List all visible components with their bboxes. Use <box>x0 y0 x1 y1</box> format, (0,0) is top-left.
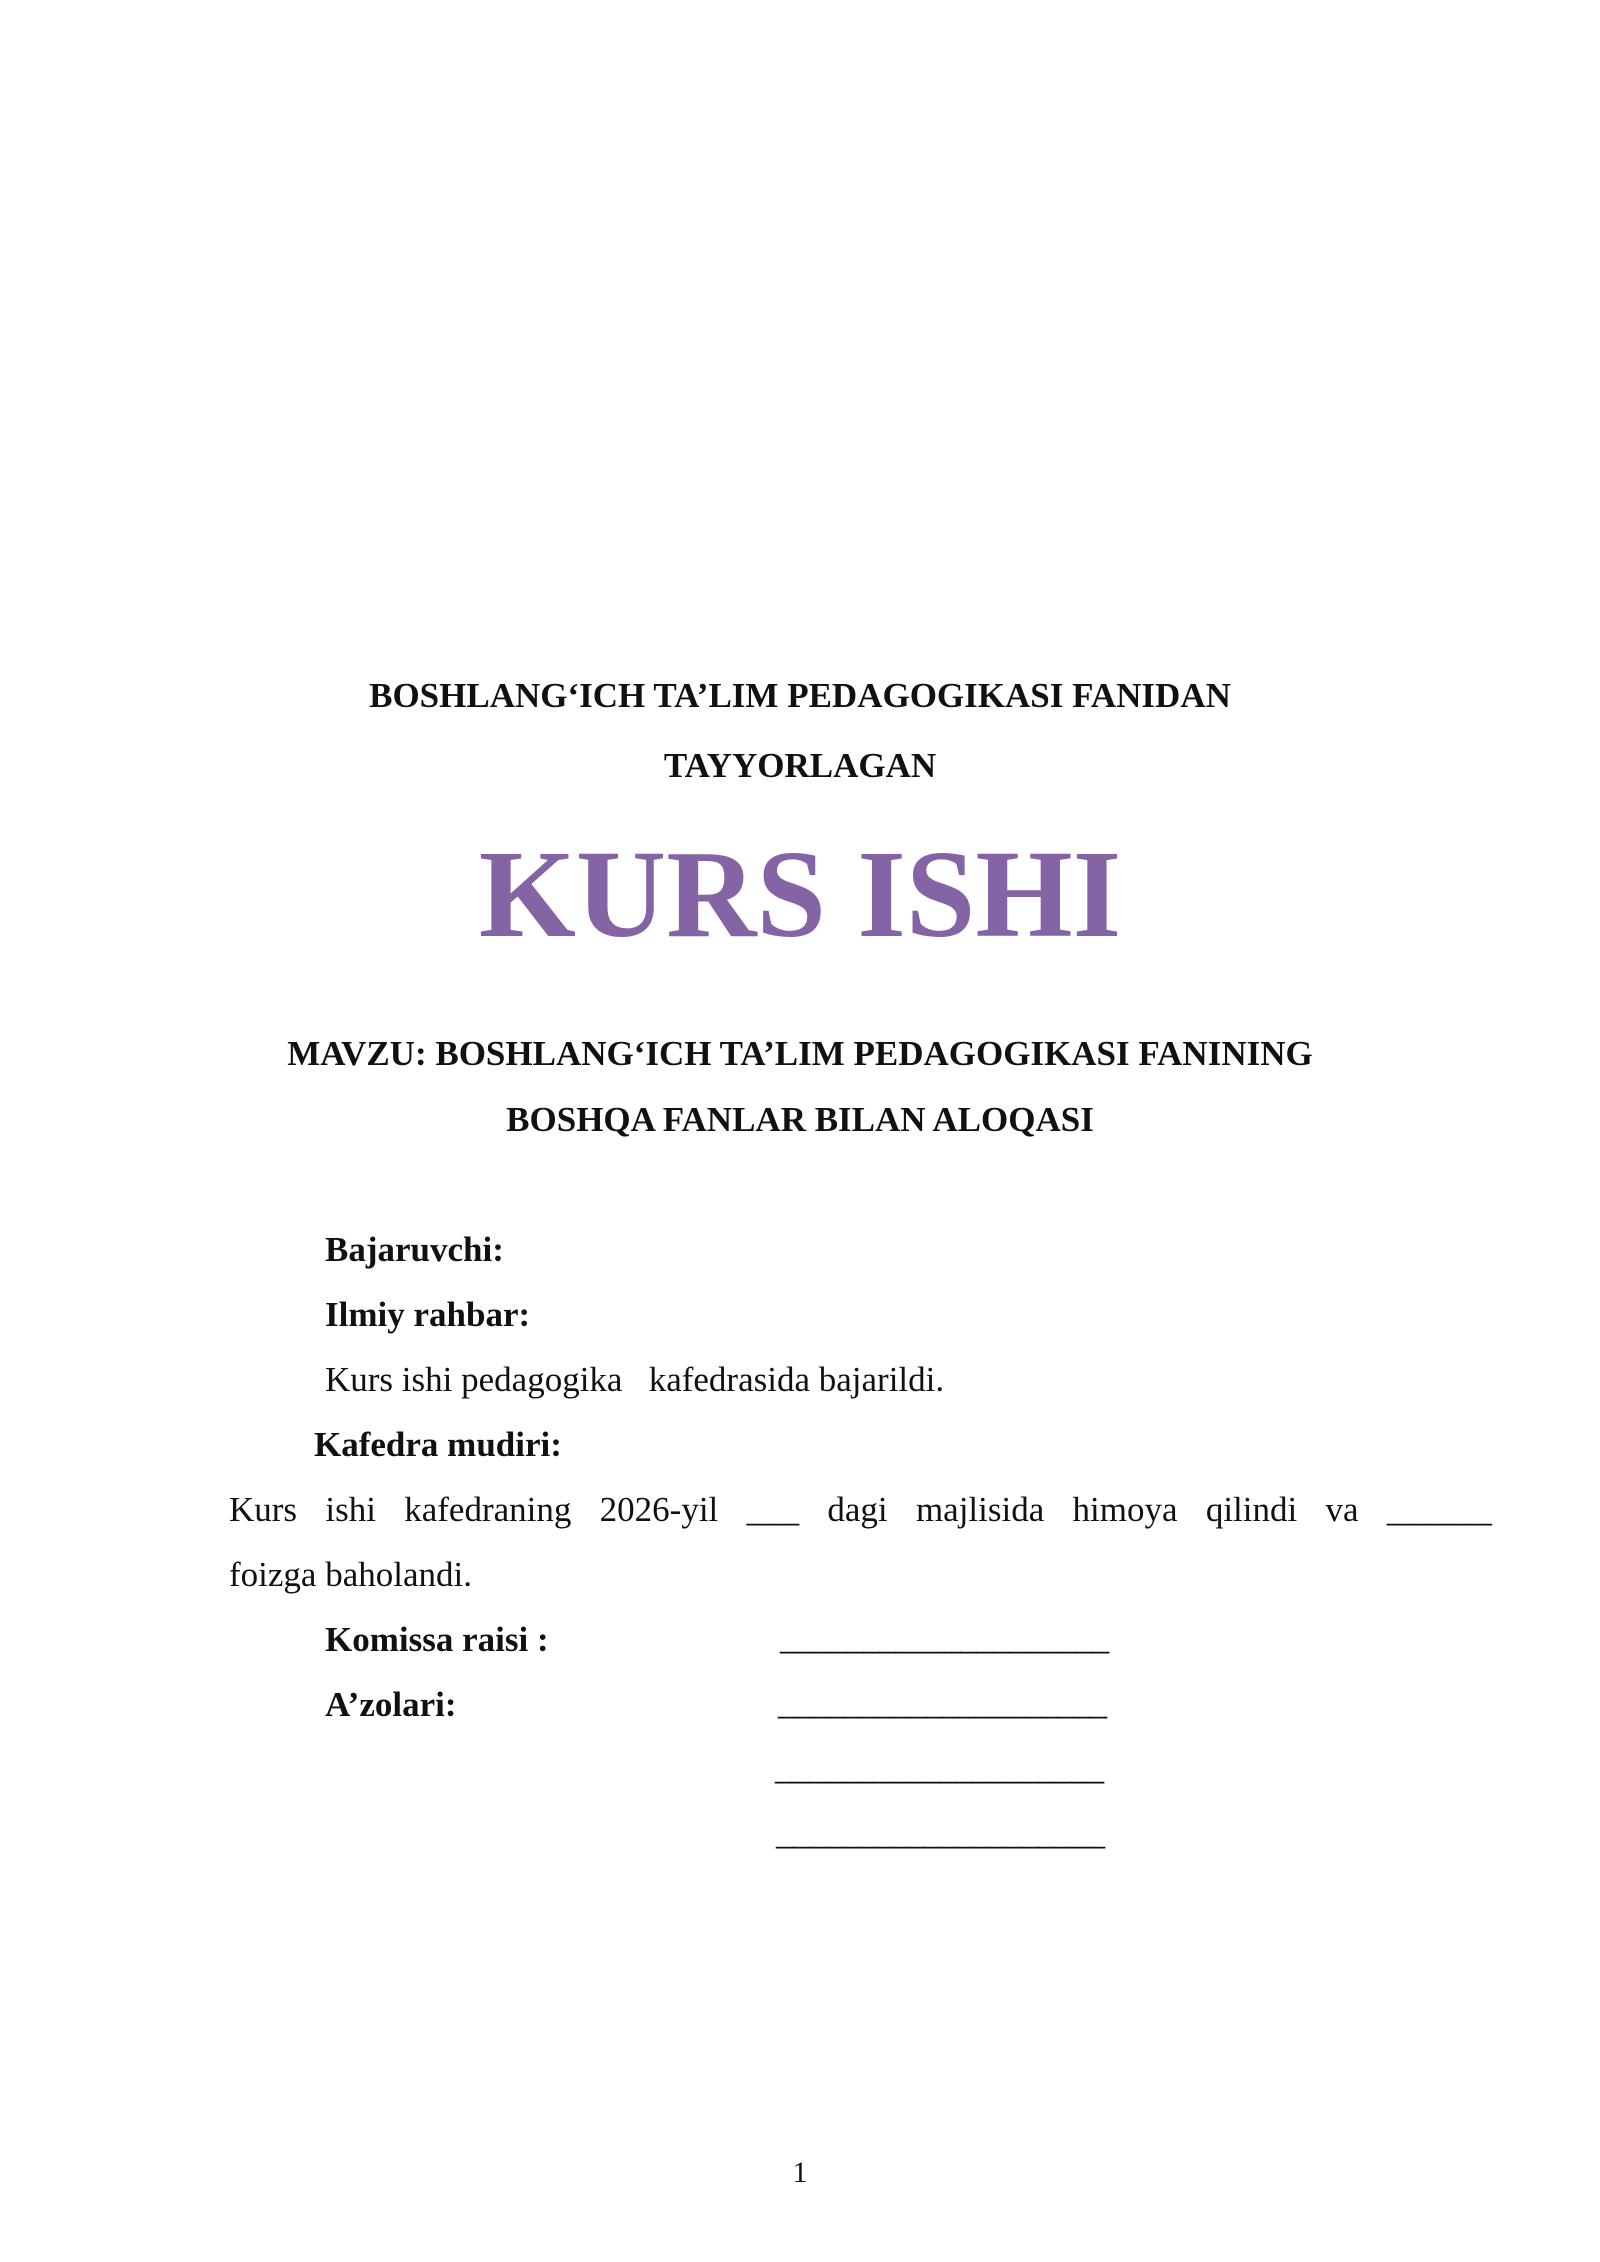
defense-word: va <box>1325 1490 1359 1529</box>
department-text: Kurs ishi pedagogika kafedrasida bajarildi. <box>325 1360 945 1399</box>
defense-word: dagi <box>827 1490 888 1529</box>
defense-word: Kurs <box>229 1490 298 1529</box>
member-signature-line: ____________________ <box>778 1683 1107 1722</box>
defense-word: himoya <box>1072 1490 1178 1529</box>
department-head-label: Kafedra mudiri: <box>314 1425 562 1464</box>
page-number: 1 <box>792 2156 808 2189</box>
defense-word: majlisida <box>915 1490 1045 1529</box>
supervisor-label: Ilmiy rahbar: <box>325 1295 531 1334</box>
defense-word: ishi <box>325 1490 376 1529</box>
commission-members-label: A’zolari: <box>325 1685 457 1724</box>
executor-label: Bajaruvchi: <box>325 1230 504 1269</box>
defense-word: 2026-yil <box>599 1490 719 1529</box>
chair-signature-line: ____________________ <box>780 1618 1109 1657</box>
defense-line-2: foizga baholandi. <box>229 1555 472 1594</box>
percent-blank: ______ <box>1386 1490 1492 1529</box>
header-line-1: BOSHLANG‘ICH TA’LIM PEDAGOGIKASI FANIDAN <box>369 676 1231 715</box>
document-title: KURS ISHI <box>478 826 1122 964</box>
defense-word: kafedraning <box>404 1490 572 1529</box>
member-signature-line: ____________________ <box>775 1748 1104 1787</box>
header-line-2: TAYYORLAGAN <box>663 746 937 785</box>
defense-line <box>229 1490 1492 1530</box>
topic-line-2: BOSHQA FANLAR BILAN ALOQASI <box>506 1100 1094 1139</box>
defense-word: qilindi <box>1205 1490 1298 1529</box>
member-signature-line: ____________________ <box>776 1813 1105 1852</box>
topic-line-1: MAVZU: BOSHLANG‘ICH TA’LIM PEDAGOGIKASI FANINING <box>287 1034 1313 1073</box>
date-blank: ___ <box>746 1490 800 1529</box>
commission-chair-label: Komissa raisi : <box>325 1620 549 1659</box>
